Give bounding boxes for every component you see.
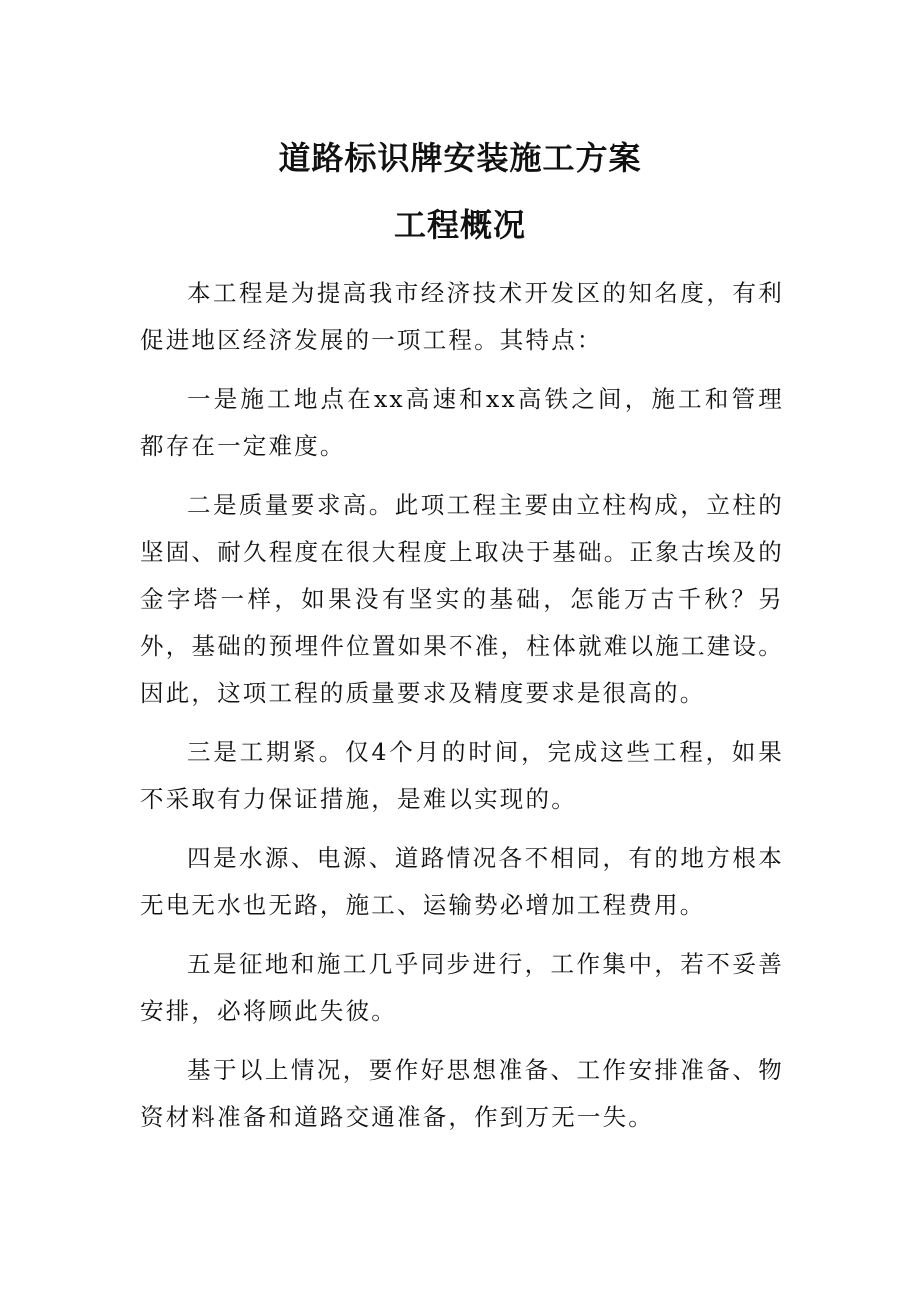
paragraph-point-2: 二是质量要求高。此项工程主要由立柱构成，立柱的坚固、耐久程度在很大程度上取决于基础。正象古埃及的金字塔一样，如果没有坚实的基础，怎能万古千秋？另外，基础的预埋件位置如果不准，柱体就难以施工建设。因此，这项工程的质量要求及精度要求是很高的。: [140, 491, 784, 707]
document-body: [140, 270, 784, 1153]
paragraph-point-4: 四是水源、电源、道路情况各不相同，有的地方根本无电无水也无路，施工、运输势必增加工程费用。: [140, 844, 784, 919]
section-heading: 工程概况: [393, 206, 526, 244]
paragraph-point-3: 三是工期紧。仅4个月的时间，完成这些工程，如果不采取有力保证措施，是难以实现的。: [140, 738, 784, 813]
paragraph-conclusion: 基于以上情况，要作好思想准备、工作安排准备、物资材料准备和道路交通准备，作到万无一失。: [140, 1056, 784, 1131]
document-title: 道路标识牌安装施工方案: [278, 139, 642, 177]
paragraph-point-5: 五是征地和施工几乎同步进行，工作集中，若不妥善安排，必将顾此失彼。: [140, 950, 784, 1025]
paragraph-intro: 本工程是为提高我市经济技术开发区的知名度，有利促进地区经济发展的一项工程。其特点：: [140, 279, 784, 354]
paragraph-point-1: 一是施工地点在xx高速和xx高铁之间，施工和管理都存在一定难度。: [140, 385, 784, 460]
